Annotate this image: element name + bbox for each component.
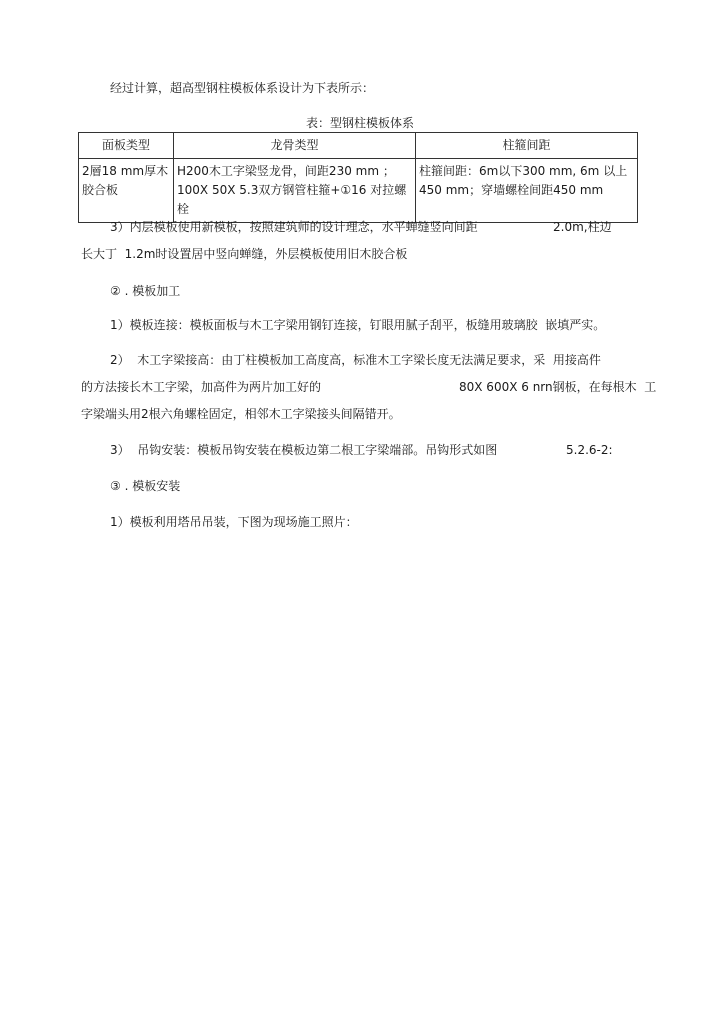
table-header-cell: 面板类型 (79, 133, 174, 159)
paragraph-line: 3）内层模板使用新模板，按照建筑师的设计理念，水平蝉缝竖向间距 (110, 220, 478, 234)
table-cell: H200木工字梁竖龙骨，间距230 mm ；100X 50X 5.3双方钢管柱箍+①16 对拉螺栓 (174, 159, 416, 223)
table-caption: 表：型钢柱模板体系 (305, 116, 414, 130)
table-header-cell: 龙骨类型 (174, 133, 416, 159)
paragraph-line: 2.0m,柱边 (553, 220, 612, 234)
paragraph-line: 1）模板利用塔吊吊装，下图为现场施工照片： (110, 515, 358, 529)
paragraph-line: 的方法接长木工字梁，加高件为两片加工好的 (81, 380, 322, 394)
paragraph-line: 1）模板连接：模板面板与木工字梁用钢钉连接，钉眼用腻子刮平，板缝用玻璃胶 嵌填严实。 (110, 318, 606, 332)
table-cell: 2層18 mm厚木胶合板 (79, 159, 174, 223)
section-heading: ② . 模板加工 (110, 284, 181, 298)
paragraph-line: 3） 吊钩安装：模板吊钩安装在模板边第二根工字梁端部。吊钩形式如图 (110, 443, 498, 457)
formwork-table (78, 132, 638, 223)
paragraph-line: 2） 木工字梁接高：由丁柱模板加工高度高，标准木工字梁长度无法满足要求，采 用接高件 (110, 353, 601, 367)
paragraph-line: 长大丁 1.2m时设置居中竖向蝉缝，外层模板使用旧木胶合板 (81, 247, 408, 261)
intro-text: 经过计算，超高型钢柱模板体系设计为下表所示： (110, 81, 375, 95)
table-header-row (79, 133, 638, 159)
paragraph-line: 字梁端头用2根六角螺栓固定，相邻木工字梁接头间隔错开。 (81, 407, 401, 421)
table-cell: 柱箍间距：6m以下300 mm, 6m 以上450 mm；穿墙螺栓间距450 mm (416, 159, 638, 223)
table-header-cell: 柱箍间距 (416, 133, 638, 159)
paragraph-line: 5.2.6-2: (566, 443, 613, 457)
table-row (79, 159, 638, 223)
section-heading: ③ . 模板安装 (110, 479, 181, 493)
paragraph-line: 80X 600X 6 nrn钢板，在每根木 工 (459, 380, 657, 394)
